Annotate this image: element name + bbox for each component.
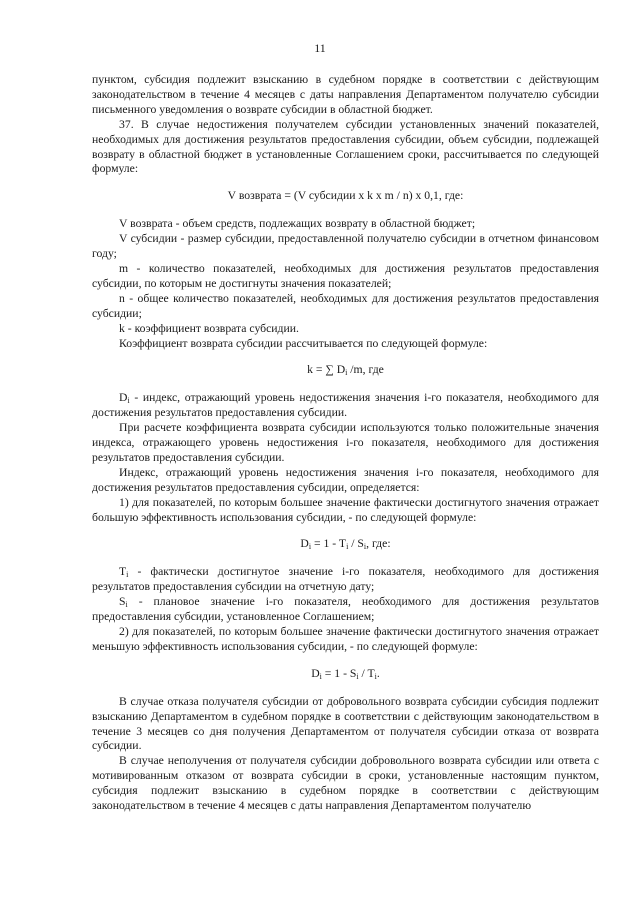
page-number: 11 [314,41,326,55]
definition-si-text: - плановое значение i-го показателя, необходимого для достижения результатов предоставления субсидии, установленное Соглашением; [92,595,599,624]
paragraph-positive-values: При расчете коэффициента возврата субсидии используются только положительные значения индекса, отражающего уровень недостижения i-го показателя, необходимого для достижения результатов предоставления субсидии. [92,421,599,464]
definition-si-sub: i [125,600,128,610]
formula-part: D [300,537,309,551]
formula-k-part: k = ∑ D [307,363,346,377]
formula-v-return: V возврата = (V субсидии х k х m / n) х 0,1, где: [227,189,464,203]
document-body [92,73,599,814]
definition-ti-sub: i [126,570,129,580]
formula-k-sub: i [345,368,348,378]
definition-si [92,595,599,625]
definition-v-subsidy: V субсидии - размер субсидии, предоставленной получателю субсидии в отчетном финансовом году; [92,232,599,261]
formula-part: = 1 - T [311,537,347,551]
definition-di-symbol: D [119,391,128,405]
formula-sub: i [346,542,349,552]
definition-n: n - общее количество показателей, необходимых для достижения результатов предоставления субсидии; [92,291,599,320]
formula-k [92,363,599,378]
definition-ti-symbol: T [119,565,127,579]
formula-sub: i [363,542,367,552]
formula-di-case-2 [92,667,599,682]
definition-ti [92,565,599,595]
paragraph-index-defined: Индекс, отражающий уровень недостижения значения i-го показателя, необходимого для достижения результатов предоставления субсидии, определяется: [92,465,599,494]
definition-v-return: V возврата - объем средств, подлежащих возврату в областной бюджет; [119,217,476,231]
formula-part: . [376,666,380,680]
paragraph-case-2: 2) для показателей, по которым большее значение фактически достигнутого значения отражает меньшую эффективность использования субсидии, - по следующей формуле: [92,625,599,653]
formula-k-part: /m, где [347,363,384,377]
definition-si-symbol: S [119,595,126,609]
paragraph-37: 37. В случае недостижения получателем субсидии установленных значений показателей, необходимых для достижения результатов предоставления субсидии, объем субсидии, подлежащей возврату в областной бюджет в установленные Соглашением сроки, рассчитывается по следующей формуле: [92,117,599,176]
formula-part: / S [348,537,364,551]
formula-part: = 1 - S [321,666,357,680]
formula-sub: i [356,671,359,681]
definition-ti-text: - фактически достигнутое значение i-го показателя, необходимого для достижения результатов предоставления субсидии на отчетную дату; [92,565,599,594]
formula-sub: i [374,671,377,681]
formula-sub: i [319,671,322,681]
definition-m: m - количество показателей, необходимых для достижения результатов предоставления субсидии, по которым не достигнуты значения показателей; [92,261,599,290]
paragraph-case-1: 1) для показателей, по которым большее значение фактически достигнутого значения отражает большую эффективность использования субсидии, - по следующей формуле: [92,495,599,524]
definition-di-text: - индекс, отражающий уровень недостижения значения i-го показателя, необходимого для достижения результатов предоставления субсидии. [92,391,599,420]
definition-k: k - коэффициент возврата субсидии. [119,321,299,335]
definition-di [92,391,599,421]
paragraph-k-formula-intro: Коэффициент возврата субсидии рассчитывается по следующей формуле: [119,336,488,350]
formula-part: / T [358,666,375,680]
formula-part: D [311,666,320,680]
formula-part: , где: [366,537,391,551]
paragraph-refusal: В случае отказа получателя субсидии от добровольного возврата субсидии субсидия подлежит взысканию Департаментом в судебном порядке в соответствии с действующим законодательством в течение 3 месяцев со дня получения Департаментом от получателя субсидии отказа от возврата субсидии. [92,694,599,753]
paragraph-non-receipt: В случае неполучения от получателя субсидии добровольного возврата субсидии или ответа с мотивированным отказом от возврата субсидии в сроки, установленные настоящим пунктом, субсидия подлежит взысканию в судебном порядке в соответствии с действующим законодательством в течение 4 месяцев с даты направления Департаментом получателю [92,754,599,813]
formula-di-case-1 [92,537,599,552]
definition-di-sub: i [127,396,130,406]
paragraph-continuation: пунктом, субсидия подлежит взысканию в судебном порядке в соответствии с действующим законодательством в течение 4 месяцев с даты направления Департаментом получателю субсидии письменного уведомления о возврате субсидии в областной бюджет. [92,73,599,116]
formula-sub: i [308,542,312,552]
